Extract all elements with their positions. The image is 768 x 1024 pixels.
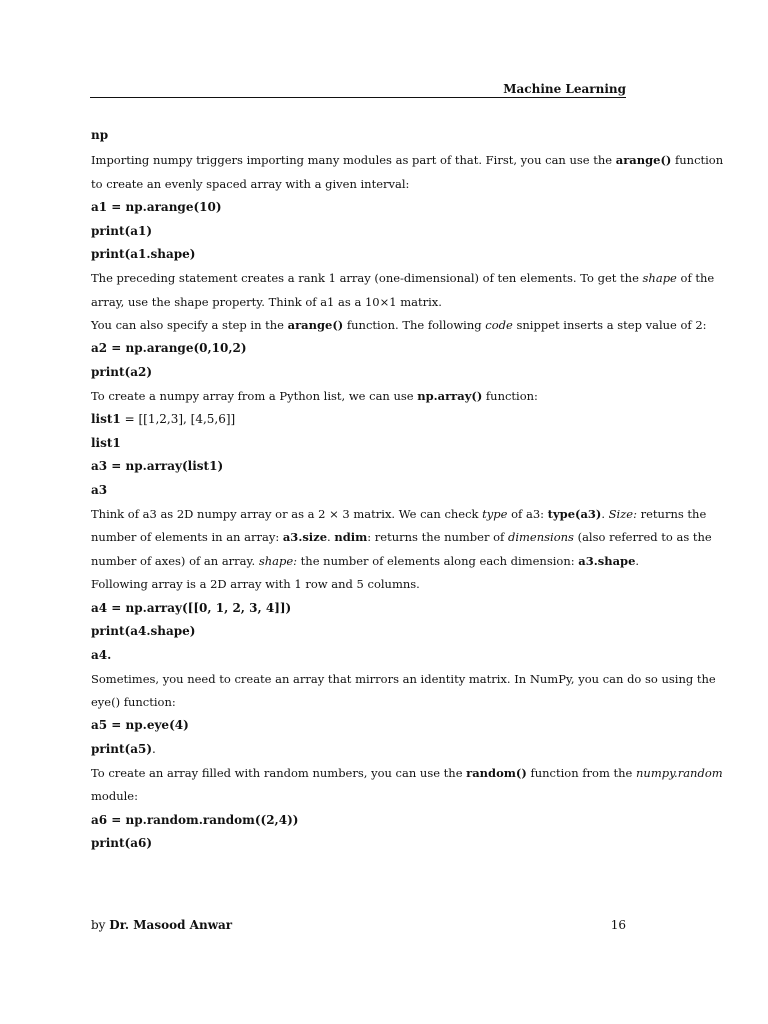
- paragraph-line: eye() function:: [91, 695, 176, 709]
- paragraph-line: to create an evenly spaced array with a given interval:: [91, 177, 410, 191]
- code-line: a1 = np.arange(10): [91, 200, 222, 214]
- code-line: print(a5).: [91, 742, 156, 756]
- code-line: a4.: [91, 648, 112, 662]
- running-header: Machine Learning: [90, 82, 626, 98]
- code-line: print(a2): [91, 365, 153, 379]
- code-line: print(a4.shape): [91, 624, 196, 638]
- footer-author: by Dr. Masood Anwar: [91, 918, 233, 932]
- code-line: list1: [91, 436, 121, 450]
- code-line: a2 = np.arange(0,10,2): [91, 341, 247, 355]
- paragraph-line: To create a numpy array from a Python list, we can use np.array() function:: [91, 389, 538, 403]
- paragraph-line: You can also specify a step in the arange() function. The following code snippet inserts a step value of 2:: [91, 318, 707, 332]
- paragraph-line: To create an array filled with random numbers, you can use the random() function from the numpy.random: [91, 766, 723, 780]
- code-line: a6 = np.random.random((2,4)): [91, 813, 299, 827]
- paragraph-line: Importing numpy triggers importing many modules as part of that. First, you can use the arange() function: [91, 153, 724, 167]
- paragraph-line: Sometimes, you need to create an array that mirrors an identity matrix. In NumPy, you can do so using the: [91, 672, 716, 686]
- code-line: list1 = [[1,2,3], [4,5,6]]: [91, 412, 236, 426]
- paragraph-line: number of elements in an array: a3.size. ndim: returns the number of dimensions (also referred to as the: [91, 530, 712, 544]
- paragraph-line: module:: [91, 789, 138, 803]
- code-line: a4 = np.array([[0, 1, 2, 3, 4]]): [91, 601, 292, 615]
- paragraph-line: array, use the shape property. Think of a1 as a 10×1 matrix.: [91, 295, 442, 309]
- code-line: a3 = np.array(list1): [91, 459, 224, 473]
- paragraph-line: Following array is a 2D array with 1 row and 5 columns.: [91, 577, 420, 591]
- code-line: print(a1): [91, 224, 153, 238]
- code-line: print(a6): [91, 836, 153, 850]
- code-line: a3: [91, 483, 108, 497]
- paragraph-line: number of axes) of an array. shape: the number of elements along each dimension: a3.shape.: [91, 554, 640, 568]
- code-line-np: np: [91, 128, 109, 142]
- paragraph-line: Think of a3 as 2D numpy array or as a 2 × 3 matrix. We can check type of a3: type(a3). Size: returns the: [91, 507, 707, 521]
- code-line: print(a1.shape): [91, 247, 196, 261]
- paragraph-line: The preceding statement creates a rank 1 array (one-dimensional) of ten elements. To get the shape of the: [91, 271, 715, 285]
- code-line: a5 = np.eye(4): [91, 718, 189, 732]
- page-number: 16: [610, 918, 626, 932]
